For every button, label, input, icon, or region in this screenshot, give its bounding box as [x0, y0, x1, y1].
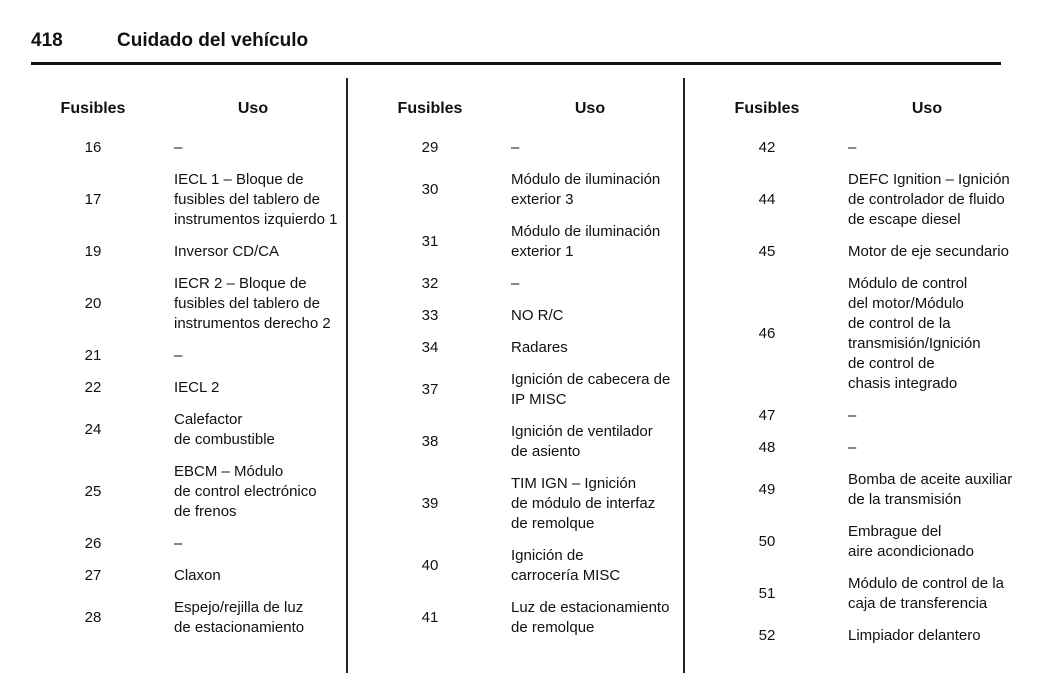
fuse-use: Módulo de iluminación exterior 1 — [511, 223, 661, 260]
fuse-use: – — [848, 407, 857, 424]
fuse-number: 46 — [758, 325, 776, 342]
fuse-use: Ignición de cabecera de IP MISC — [511, 371, 671, 408]
table-row — [717, 274, 1017, 394]
fuse-number: 38 — [421, 433, 439, 450]
fuse-number: 37 — [421, 381, 439, 398]
table-row — [380, 546, 680, 586]
table-row — [43, 138, 343, 158]
fuse-number: 22 — [84, 379, 102, 396]
fuse-number: 32 — [421, 275, 439, 292]
fuse-number: 16 — [84, 139, 102, 156]
fuse-use: Calefactor de combustible — [174, 411, 275, 448]
fuse-use: Embrague del aire acondicionado — [848, 523, 974, 560]
header-fusibles: Fusibles — [734, 100, 800, 117]
fuse-number: 51 — [758, 585, 776, 602]
fuse-number: 40 — [421, 557, 439, 574]
fuse-use: Ignición de ventilador de asiento — [511, 423, 653, 460]
fuse-table-column-2 — [380, 100, 680, 638]
table-row — [380, 474, 680, 534]
table-row — [380, 306, 680, 326]
header-fusibles: Fusibles — [397, 100, 463, 117]
fuse-number: 41 — [421, 609, 439, 626]
fuse-use: Módulo de iluminación exterior 3 — [511, 171, 661, 208]
fuse-use: – — [511, 275, 520, 292]
fuse-use: Luz de estacionamiento de remolque — [511, 599, 670, 636]
table-row — [43, 346, 343, 366]
table-row — [717, 170, 1017, 230]
header-fusibles: Fusibles — [60, 100, 126, 117]
fuse-use: Claxon — [174, 567, 221, 584]
table-row — [380, 338, 680, 358]
table-row — [717, 574, 1017, 614]
table-row — [717, 242, 1017, 262]
page-title: Cuidado del vehículo — [117, 30, 309, 51]
table-row — [380, 422, 680, 462]
fuse-number: 49 — [758, 481, 776, 498]
fuse-number: 31 — [421, 233, 439, 250]
fuse-use: Limpiador delantero — [848, 627, 981, 644]
table-row — [717, 138, 1017, 158]
fuse-number: 47 — [758, 407, 776, 424]
column-divider — [683, 78, 685, 673]
table-row — [380, 274, 680, 294]
page-number: 418 — [31, 30, 63, 51]
fuse-use: – — [174, 139, 183, 156]
table-row — [380, 370, 680, 410]
column-header — [717, 100, 1017, 126]
fuse-number: 26 — [84, 535, 102, 552]
column-header — [43, 100, 343, 126]
table-row — [717, 522, 1017, 562]
table-row — [43, 462, 343, 522]
fuse-number: 33 — [421, 307, 439, 324]
fuse-use: – — [848, 139, 857, 156]
fuse-number: 48 — [758, 439, 776, 456]
fuse-number: 29 — [421, 139, 439, 156]
fuse-use: EBCM – Módulo de control electrónico de frenos — [174, 463, 317, 520]
table-row — [43, 170, 343, 230]
fuse-use: – — [848, 439, 857, 456]
fuse-use: Inversor CD/CA — [174, 243, 280, 260]
table-row — [717, 470, 1017, 510]
fuse-number: 45 — [758, 243, 776, 260]
column-header — [380, 100, 680, 126]
fuse-use: Espejo/rejilla de luz de estacionamiento — [174, 599, 305, 636]
fuse-use: Ignición de carrocería MISC — [511, 547, 621, 584]
table-row — [380, 598, 680, 638]
fuse-number: 42 — [758, 139, 776, 156]
table-row — [717, 626, 1017, 646]
table-row — [43, 598, 343, 638]
table-row — [43, 566, 343, 586]
fuse-use: Radares — [511, 339, 568, 356]
fuse-use: IECL 2 — [174, 379, 220, 396]
table-row — [43, 378, 343, 398]
fuse-number: 19 — [84, 243, 102, 260]
fuse-number: 20 — [84, 295, 102, 312]
table-row — [380, 222, 680, 262]
table-row — [43, 274, 343, 334]
table-row — [43, 410, 343, 450]
fuse-use: – — [511, 139, 520, 156]
fuse-number: 34 — [421, 339, 439, 356]
fuse-number: 39 — [421, 495, 439, 512]
header-rule — [31, 62, 1001, 65]
fuse-number: 17 — [84, 191, 102, 208]
header-uso: Uso — [574, 100, 606, 117]
fuse-use: NO R/C — [511, 307, 564, 324]
fuse-use: Motor de eje secundario — [848, 243, 1009, 260]
table-row — [717, 406, 1017, 426]
fuse-number: 30 — [421, 181, 439, 198]
page-header — [31, 28, 1001, 62]
fuse-use: IECR 2 – Bloque de fusibles del tablero de instrumentos derecho 2 — [174, 275, 331, 332]
fuse-number: 44 — [758, 191, 776, 208]
table-row — [43, 534, 343, 554]
fuse-number: 24 — [84, 421, 102, 438]
header-uso: Uso — [911, 100, 943, 117]
fuse-use: Bomba de aceite auxiliar de la transmisión — [848, 471, 1013, 508]
fuse-number: 25 — [84, 483, 102, 500]
fuse-number: 52 — [758, 627, 776, 644]
fuse-use: TIM IGN – Ignición de módulo de interfaz de remolque — [511, 475, 656, 532]
column-divider — [346, 78, 348, 673]
fuse-use: Módulo de control de la caja de transferencia — [848, 575, 1004, 612]
header-uso: Uso — [237, 100, 269, 117]
table-row — [43, 242, 343, 262]
fuse-number: 28 — [84, 609, 102, 626]
fuse-number: 27 — [84, 567, 102, 584]
table-row — [717, 438, 1017, 458]
fuse-use: Módulo de control del motor/Módulo de control de la transmisión/Ignición de control de chasis integrado — [848, 275, 981, 392]
table-row — [380, 170, 680, 210]
fuse-use: – — [174, 535, 183, 552]
fuse-use: DEFC Ignition – Ignición de controlador de fluido de escape diesel — [848, 171, 1010, 228]
fuse-use: – — [174, 347, 183, 364]
fuse-number: 21 — [84, 347, 102, 364]
table-row — [380, 138, 680, 158]
fuse-number: 50 — [758, 533, 776, 550]
fuse-table-column-1 — [43, 100, 343, 638]
fuse-use: IECL 1 – Bloque de fusibles del tablero de instrumentos izquierdo 1 — [174, 171, 338, 228]
fuse-table-column-3 — [717, 100, 1017, 646]
